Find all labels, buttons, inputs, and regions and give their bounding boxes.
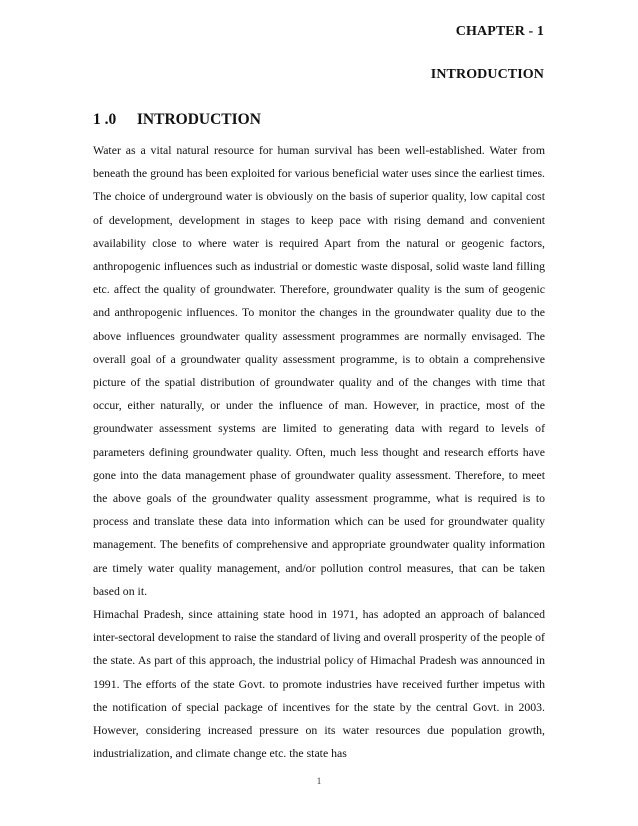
section-title: INTRODUCTION [136, 111, 261, 128]
body-text [93, 139, 545, 765]
section-number: 1 .0 [93, 111, 117, 128]
chapter-number: CHAPTER - 1 [455, 24, 544, 39]
paragraph: Water as a vital natural resource for human survival has been well-established. Water from beneath the ground has been exploited for various beneficial water uses since the earliest times. The choice of underground water is obviously on the basis of superior quality, low capital cost of development, development in stages to keep pace with rising demand and convenient availability close to where water is required Apart from the natural or geogenic factors, anthropogenic influences such as industrial or domestic waste disposal, solid waste land filling etc. affect the quality of groundwater. Therefore, groundwater quality is the sum of geogenic and anthropogenic influences. To monitor the changes in the groundwater quality due to the above influences groundwater quality assessment programmes are normally envisaged. The overall goal of a groundwater quality assessment programme, is to obtain a comprehensive picture of the spatial distribution of groundwater quality and of the changes with time that occur, either naturally, or under the influence of man. However, in practice, most of the groundwater assessment systems are limited to generating data with regard to levels of parameters defining groundwater quality. Often, much less thought and research efforts have gone into the data management phase of groundwater quality assessment. Therefore, to meet the above goals of the groundwater quality assessment programme, what is required is to process and translate these data into information which can be used for groundwater quality management. The benefits of comprehensive and appropriate groundwater quality information are timely water quality management, and/or pollution control measures, that can be taken based on it. [93, 143, 545, 598]
page-number: 1 [316, 776, 322, 786]
paragraph: Himachal Pradesh, since attaining state hood in 1971, has adopted an approach of balanced inter-sectoral development to raise the standard of living and overall prosperity of the people of the state. As part of this approach, the industrial policy of Himachal Pradesh was announced in 1991. The efforts of the state Govt. to promote industries have received further impetus with the notification of special package of incentives for the state by the central Govt. in 2003. However, considering increased pressure on its water resources due population growth, industrialization, and climate change etc. the state has [93, 607, 545, 761]
chapter-title: INTRODUCTION [430, 67, 544, 82]
section-heading [93, 111, 261, 129]
